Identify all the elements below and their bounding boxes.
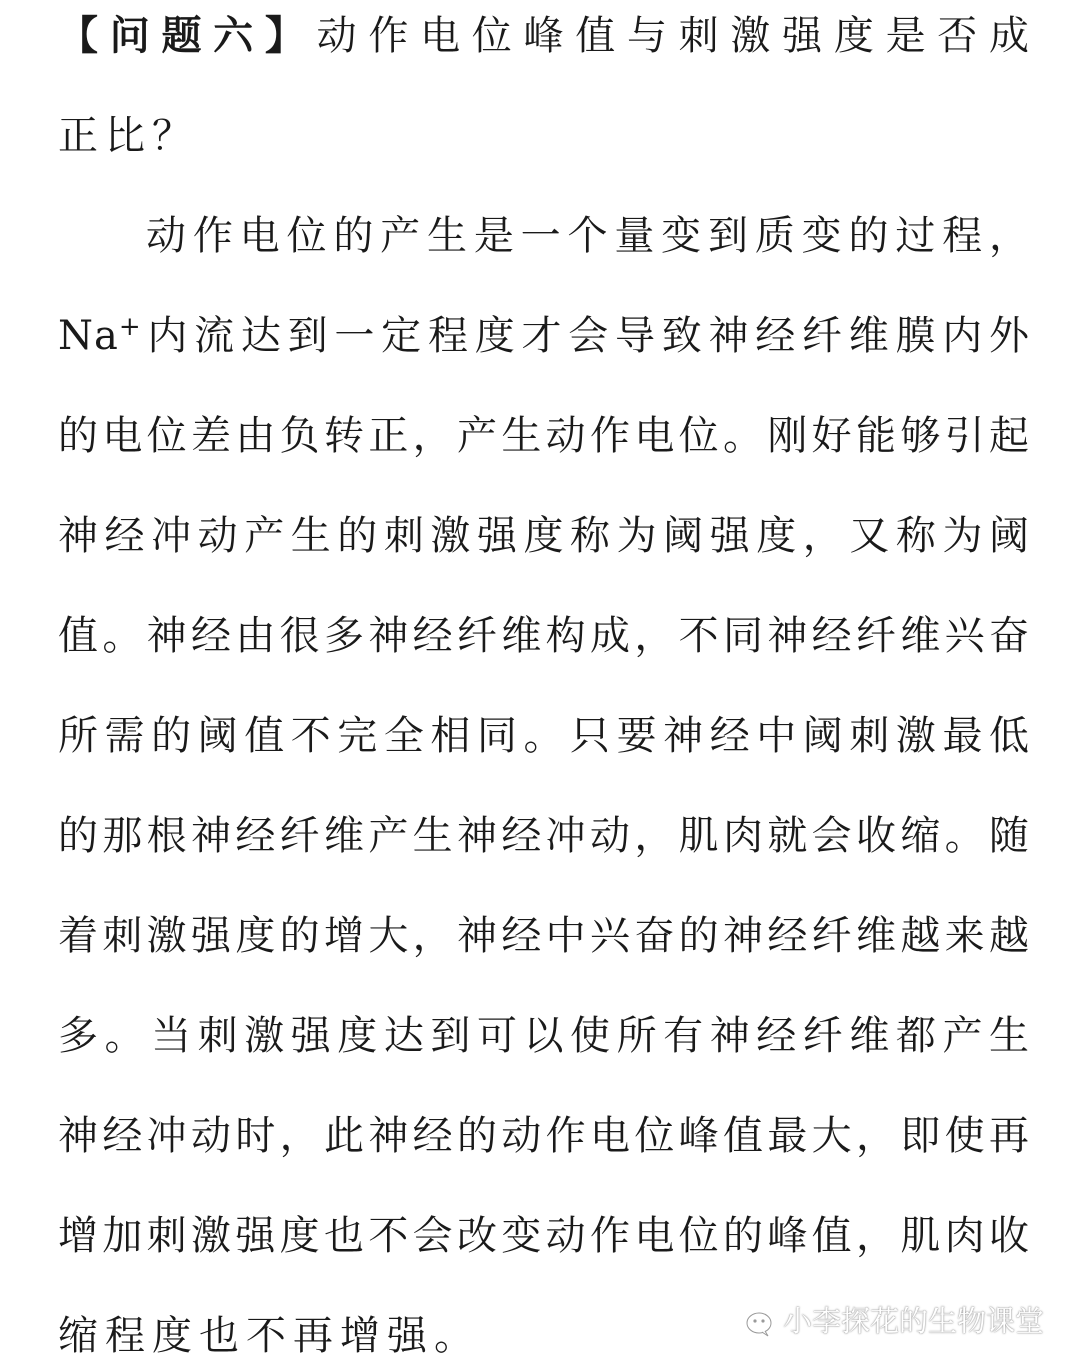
paragraph-line-last: 缩程度也不再增强。 <box>58 1313 481 1359</box>
question-text: 动作电位峰值与刺激强度是否成 <box>316 13 1031 59</box>
question-text-end: 正比？ <box>58 113 199 159</box>
paragraph-line: 增加刺激强度也不会改变动作电位的峰值，肌肉收 <box>58 1213 1030 1259</box>
watermark-text: 小李探花的生物课堂 <box>782 1303 1044 1338</box>
paragraph-line: 着刺激强度的增大，神经中兴奋的神经纤维越来越 <box>58 913 1030 959</box>
wechat-icon <box>729 1300 773 1338</box>
question-heading <box>58 0 1030 72</box>
paragraph-line: 神经冲动产生的刺激强度称为阈强度，又称为阈 <box>58 513 1030 559</box>
paragraph-line: 神经冲动时，此神经的动作电位峰值最大，即使再 <box>58 1113 1030 1159</box>
ion-charge: + <box>118 312 142 342</box>
paragraph-line: 的那根神经纤维产生神经冲动，肌肉就会收缩。随 <box>58 813 1030 859</box>
paragraph-line-text: 内流达到一定程度才会导致神经纤维膜内外 <box>141 313 1030 359</box>
paragraph-line: 动作电位的产生是一个量变到质变的过程， <box>146 213 1030 259</box>
paragraph-line: 的电位差由负转正，产生动作电位。刚好能够引起 <box>58 413 1030 459</box>
paragraph-line: 值。神经由很多神经纤维构成，不同神经纤维兴奋 <box>58 613 1030 659</box>
ion-symbol: Na <box>58 313 119 359</box>
paragraph-line <box>58 300 1030 372</box>
paragraph-line: 多。当刺激强度达到可以使所有神经纤维都产生 <box>58 1013 1030 1059</box>
question-tag: 【问题六】 <box>58 12 317 59</box>
watermark <box>729 1297 1044 1341</box>
paragraph-line: 所需的阈值不完全相同。只要神经中阈刺激最低 <box>58 713 1030 759</box>
